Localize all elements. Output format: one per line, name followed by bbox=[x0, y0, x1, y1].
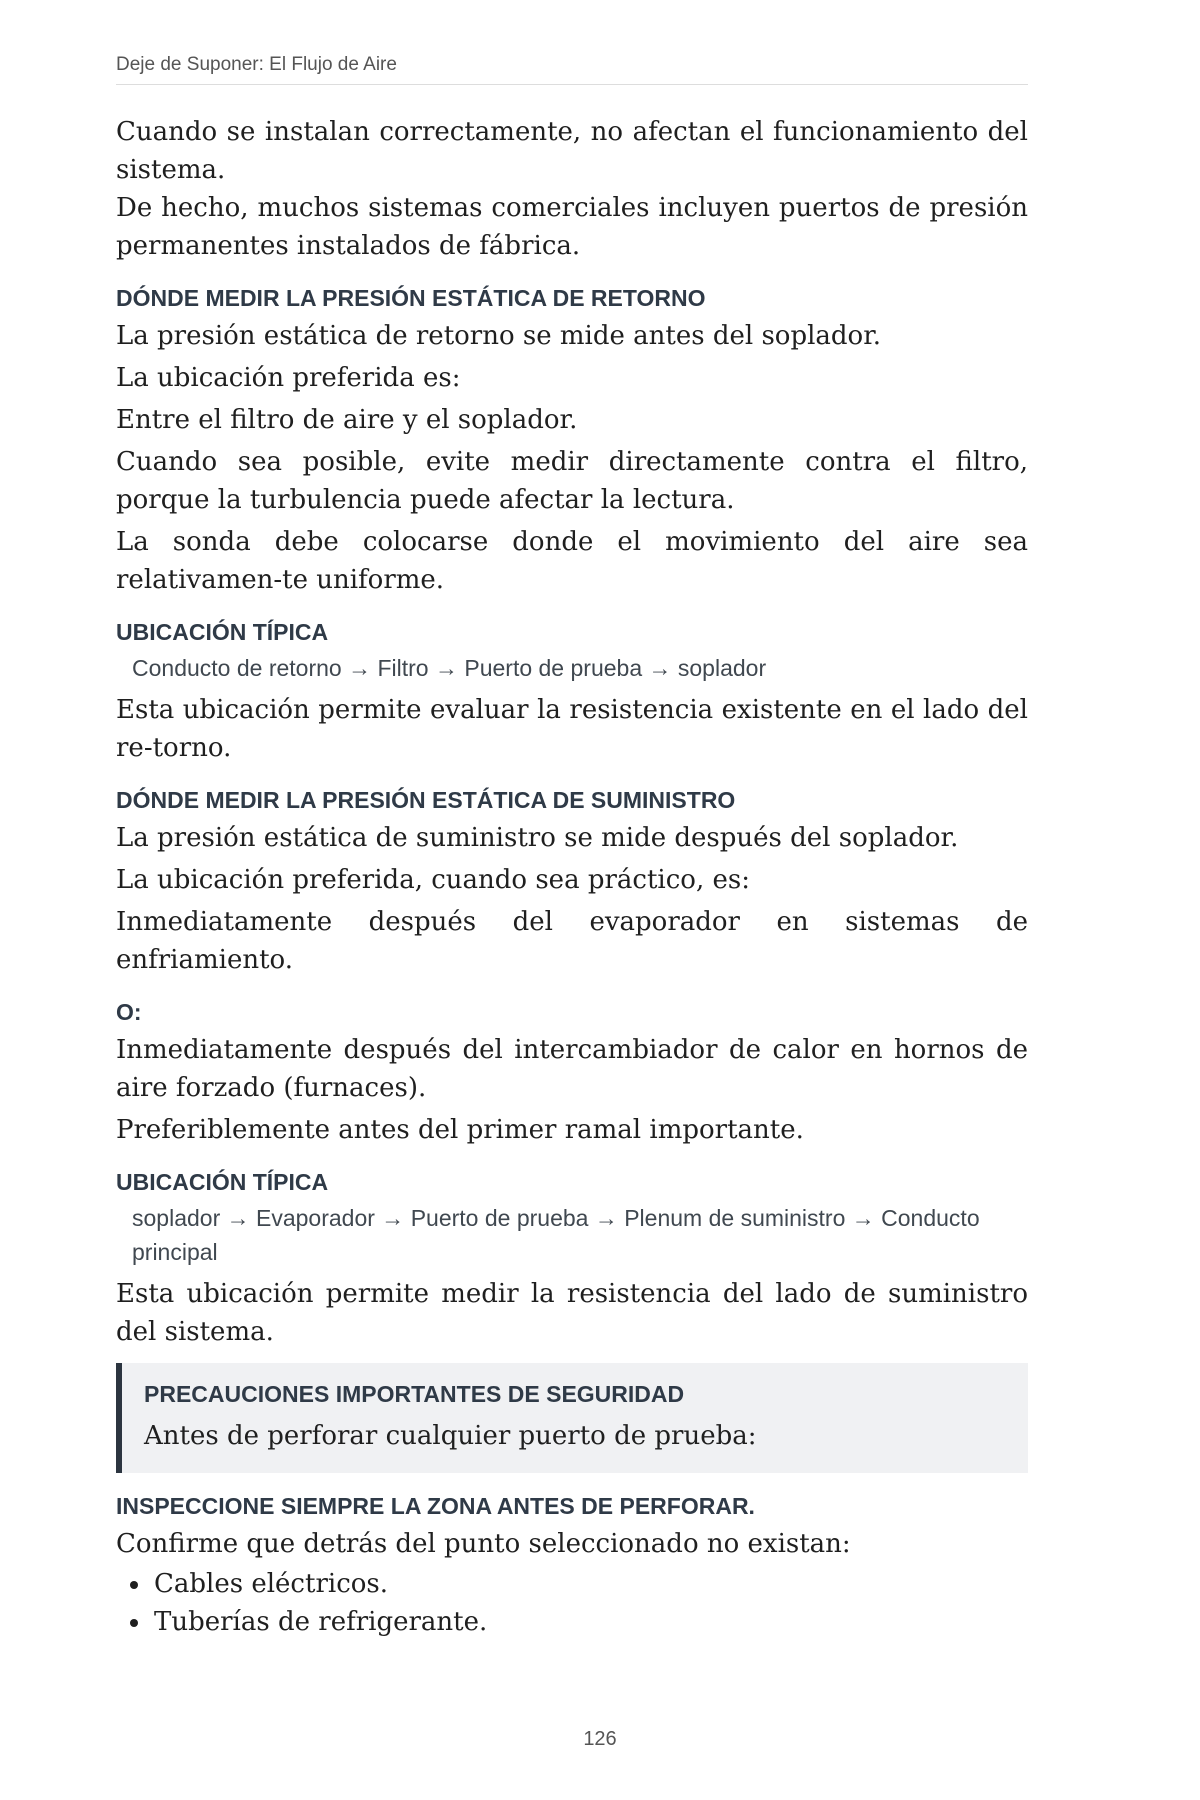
return-paragraph: Entre el filtro de aire y el soplador. bbox=[116, 405, 578, 435]
list-item: • Tuberías de refrigerante. bbox=[152, 1603, 1028, 1641]
running-header: Deje de Suponer: El Flujo de Aire bbox=[116, 54, 1028, 85]
callout-text: Antes de perforar cualquier puerto de prueba: bbox=[144, 1421, 757, 1451]
inspect-text: Confirme que detrás del punto seleccionado no existan: bbox=[116, 1529, 851, 1559]
return-flow-sequence: Conducto de retorno → Filtro → Puerto de prueba → soplador bbox=[132, 655, 767, 681]
inspect-bullet-list bbox=[116, 1565, 1028, 1641]
or-label: O: bbox=[116, 999, 142, 1025]
list-item: • Cables eléctricos. bbox=[152, 1565, 1028, 1603]
supply-flow-sequence: soplador → Evaporador → Puerto de prueba → Plenum de suministro → Conducto principal bbox=[132, 1205, 980, 1265]
intro-paragraph-1: Cuando se instalan correctamente, no afectan el funcionamiento del sistema. bbox=[116, 117, 1028, 185]
return-section-heading: DÓNDE MEDIR LA PRESIÓN ESTÁTICA DE RETORNO bbox=[116, 285, 706, 311]
intro-paragraph-2: De hecho, muchos sistemas comerciales incluyen puertos de presión permanentes instalados de fábrica. bbox=[116, 193, 1028, 261]
return-paragraph: Cuando sea posible, evite medir directamente contra el filtro, porque la turbulencia puede afectar la lectura. bbox=[116, 447, 1028, 515]
supply-paragraph: La ubicación preferida, cuando sea práctico, es: bbox=[116, 865, 750, 895]
supply-paragraph: Inmediatamente después del evaporador en sistemas de enfriamiento. bbox=[116, 907, 1028, 975]
page-number: 126 bbox=[583, 1728, 617, 1750]
inspect-heading: INSPECCIONE SIEMPRE LA ZONA ANTES DE PERFORAR. bbox=[116, 1493, 755, 1519]
supply-typical-heading: UBICACIÓN TÍPICA bbox=[116, 1169, 329, 1195]
supply-paragraph: La presión estática de suministro se mide después del soplador. bbox=[116, 823, 959, 853]
return-paragraph: La presión estática de retorno se mide antes del soplador. bbox=[116, 321, 882, 351]
safety-callout bbox=[116, 1363, 1028, 1473]
return-closing-paragraph: Esta ubicación permite evaluar la resistencia existente en el lado del re-torno. bbox=[116, 695, 1028, 763]
supply-paragraph: Inmediatamente después del intercambiador de calor en hornos de aire forzado (furnaces). bbox=[116, 1035, 1028, 1103]
page-content bbox=[116, 54, 1028, 1641]
return-paragraph: La sonda debe colocarse donde el movimiento del aire sea relativamen-te uniforme. bbox=[116, 527, 1028, 595]
supply-closing-paragraph: Esta ubicación permite medir la resistencia del lado de suministro del sistema. bbox=[116, 1279, 1028, 1347]
supply-section-heading: DÓNDE MEDIR LA PRESIÓN ESTÁTICA DE SUMINISTRO bbox=[116, 787, 736, 813]
return-paragraph: La ubicación preferida es: bbox=[116, 363, 461, 393]
return-typical-heading: UBICACIÓN TÍPICA bbox=[116, 619, 329, 645]
supply-paragraph: Preferiblemente antes del primer ramal importante. bbox=[116, 1115, 804, 1145]
callout-heading: PRECAUCIONES IMPORTANTES DE SEGURIDAD bbox=[144, 1381, 685, 1407]
